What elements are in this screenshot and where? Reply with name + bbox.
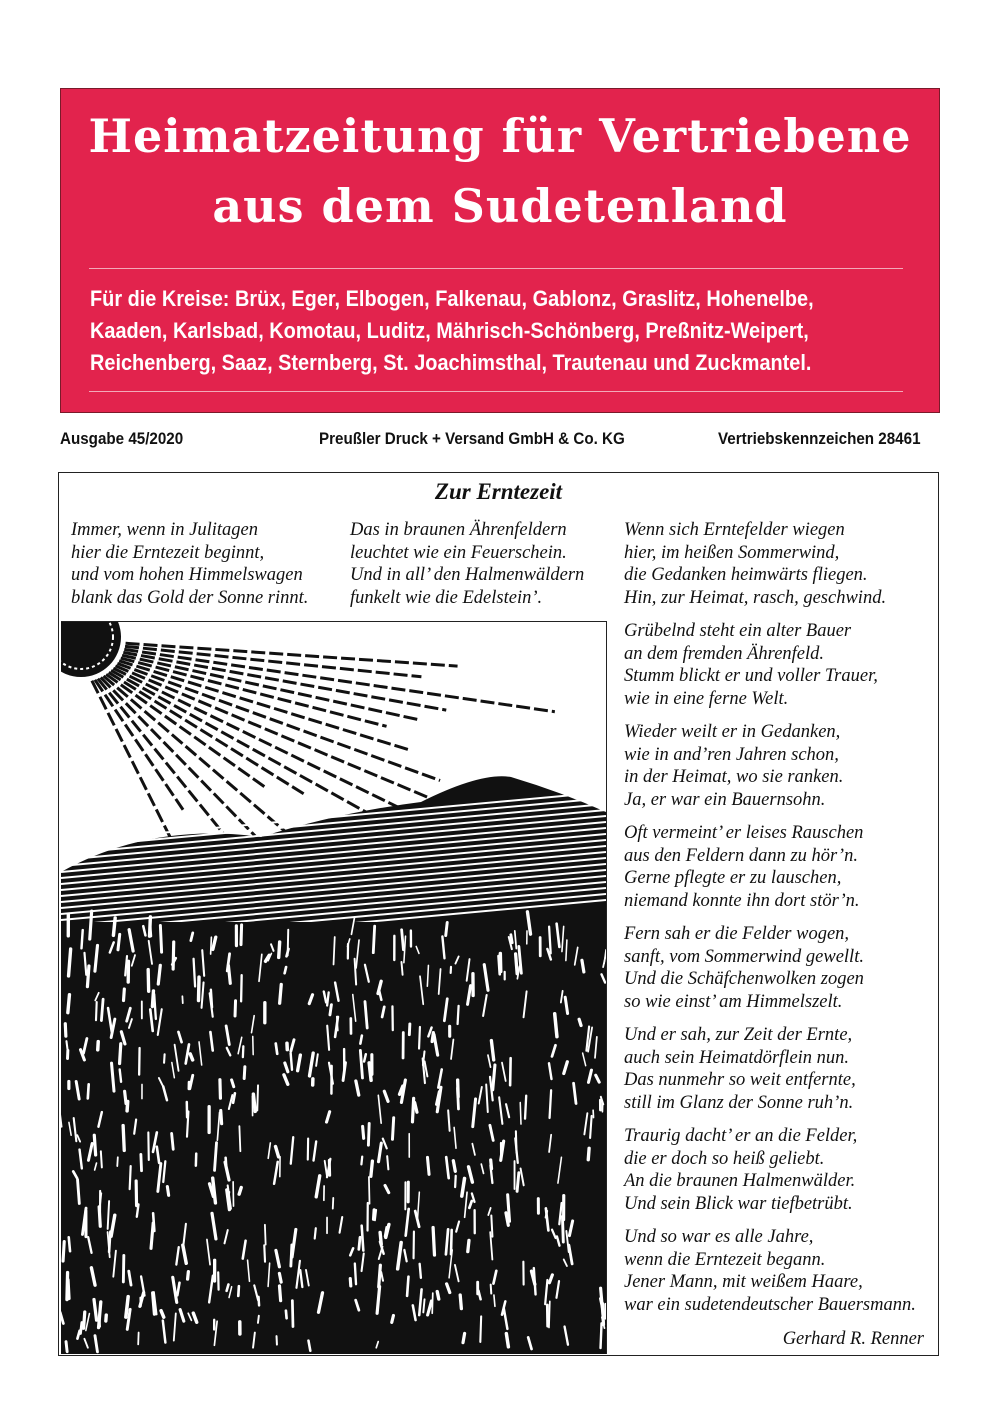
field-stroke (437, 1292, 439, 1300)
field-stroke (101, 999, 103, 1020)
field-stroke (525, 1096, 526, 1119)
field-stroke (124, 989, 125, 1001)
field-stroke (158, 965, 160, 984)
field-stroke (491, 1160, 492, 1169)
field-stroke (401, 962, 402, 975)
poem-line: still im Glanz der Sonne ruh’n. (624, 1092, 854, 1113)
poem-line: Das in braunen Ährenfeldern (350, 520, 567, 540)
poem-line: sanft, vom Sommerwind gewellt. (624, 946, 864, 967)
field-stroke (555, 1014, 557, 1037)
poem-line: und vom hohen Himmelswagen (71, 565, 303, 586)
field-stroke (286, 1311, 287, 1319)
field-stroke (511, 935, 512, 943)
field-stroke (167, 1187, 168, 1196)
field-stroke (415, 1103, 417, 1113)
poem-line: Oft vermeint’ er leises Rauschen (624, 823, 864, 843)
masthead-title-line-2: aus dem Sudetenland (212, 179, 788, 233)
field-stroke (315, 1228, 316, 1238)
field-stroke (120, 1044, 121, 1064)
poem-line: hier, im heißen Sommerwind, (624, 542, 840, 563)
field-stroke (392, 1315, 394, 1322)
poem-line: Und er sah, zur Zeit der Ernte, (624, 1025, 853, 1045)
poem-line: war ein sudetendeutscher Bauersmann. (624, 1294, 916, 1315)
field-stroke (244, 1067, 245, 1079)
field-stroke (239, 1188, 241, 1195)
poem-line: leuchtet wie ein Feuerschein. (350, 542, 567, 563)
poem-line: so wie einst’ am Himmelszelt. (624, 991, 843, 1012)
field-stroke (94, 1135, 95, 1155)
field-stroke (68, 995, 70, 1013)
field-stroke (499, 956, 500, 974)
field-stroke (190, 1054, 192, 1060)
poem-stanza (624, 721, 843, 811)
field-stroke (253, 1094, 255, 1111)
field-stroke (337, 1017, 338, 1031)
field-stroke (288, 930, 289, 956)
poem-title: Zur Erntezeit (434, 479, 563, 504)
field-stroke (453, 1161, 455, 1172)
field-stroke (227, 1284, 229, 1290)
poem-line: Fern sah er die Felder wogen, (624, 924, 850, 944)
poem-stanza (624, 1226, 916, 1316)
field-stroke (84, 1312, 85, 1328)
field-stroke (360, 1036, 362, 1044)
kreise-line: Für die Kreise: Brüx, Eger, Elbogen, Falkenau, Gablonz, Graslitz, Hohenelbe, (90, 286, 814, 311)
field-stroke (66, 1041, 67, 1049)
field-stroke (258, 1316, 259, 1323)
field-stroke (364, 1054, 366, 1061)
field-stroke (220, 1080, 221, 1098)
field-stroke (188, 1272, 189, 1279)
field-stroke (80, 1323, 81, 1334)
poem-line: Wenn sich Erntefelder wiegen (624, 520, 845, 540)
field-stroke (69, 1237, 70, 1251)
poem-line: Ja, er war ein Bauernsohn. (624, 789, 826, 810)
field-stroke (359, 1237, 360, 1249)
poem-stanza (624, 923, 864, 1013)
field-stroke (130, 1166, 131, 1189)
field-stroke (308, 1341, 310, 1351)
field-stroke (291, 1245, 292, 1266)
poem-line: niemand konnte ihn dort stör’n. (624, 890, 860, 911)
field-stroke (588, 1148, 589, 1159)
field-stroke (279, 1273, 281, 1282)
field-stroke (363, 1126, 364, 1138)
poem-line: an dem fremden Ährenfeld. (624, 643, 825, 664)
poem-line: Und sein Blick war tiefbetrübt. (624, 1193, 853, 1214)
poem-line: Und so war es alle Jahre, (624, 1227, 814, 1247)
field-stroke (120, 1069, 121, 1081)
field-stroke (137, 1204, 139, 1216)
field-stroke (516, 954, 518, 974)
poem-line: funkelt wie die Edelstein’. (350, 587, 543, 608)
field-stroke (66, 1342, 67, 1352)
field-stroke (99, 1302, 101, 1328)
field-stroke (566, 940, 567, 961)
field-stroke (374, 1210, 375, 1219)
field-stroke (371, 1161, 373, 1176)
field-stroke (419, 1027, 420, 1049)
field-stroke (432, 1293, 433, 1313)
field-stroke (264, 1245, 265, 1261)
field-stroke (362, 1226, 364, 1251)
field-stroke (285, 967, 286, 973)
field-stroke (506, 1334, 508, 1347)
field-stroke (458, 1006, 459, 1024)
poem-line: Wieder weilt er in Gedanken, (624, 722, 841, 742)
field-stroke (455, 1176, 456, 1187)
woodcut-illustration (61, 621, 607, 1354)
poem-line: in der Heimat, wo sie ranken. (624, 767, 844, 788)
field-stroke (228, 965, 230, 983)
field-stroke (432, 1033, 433, 1042)
field-stroke (460, 1295, 461, 1309)
field-stroke (446, 922, 447, 935)
field-stroke (375, 1210, 376, 1221)
field-stroke (194, 959, 196, 987)
field-stroke (463, 1333, 465, 1342)
field-stroke (423, 1299, 424, 1312)
field-stroke (65, 1024, 66, 1036)
poem-stanza (624, 822, 863, 912)
field-stroke (241, 925, 242, 945)
field-stroke (292, 1301, 293, 1327)
poem-author: Gerhard R. Renner (782, 1329, 924, 1349)
field-stroke (279, 1286, 280, 1301)
poem-box (58, 472, 939, 1356)
poem-line: Gerne pflegte er zu lauschen, (624, 868, 842, 889)
field-stroke (291, 1053, 292, 1070)
poem-line: die er doch so heiß geliebt. (624, 1148, 825, 1169)
field-stroke (510, 1058, 511, 1085)
field-stroke (141, 1154, 142, 1170)
field-stroke (257, 1085, 258, 1110)
field-stroke (361, 1157, 362, 1165)
poem-line: aus den Feldern dann zu hör’n. (624, 845, 858, 866)
field-stroke (160, 925, 161, 952)
field-stroke (549, 1301, 550, 1327)
field-stroke (491, 1215, 492, 1236)
field-stroke (409, 1024, 410, 1035)
field-stroke (579, 1019, 581, 1025)
field-stroke (276, 1044, 277, 1054)
field-stroke (125, 1091, 126, 1103)
field-stroke (520, 1103, 521, 1124)
poem-line: Immer, wenn in Julitagen (71, 520, 259, 540)
field-stroke (355, 1264, 356, 1285)
poem-line: Grübelnd steht ein alter Bauer (624, 621, 852, 641)
field-stroke (508, 1195, 510, 1222)
field-stroke (494, 1295, 495, 1306)
field-stroke (153, 1213, 154, 1231)
field-stroke (238, 1286, 239, 1296)
poem-line: Und in all’ den Halmenwäldern (350, 565, 585, 586)
field-stroke (63, 1242, 64, 1261)
field-stroke (280, 984, 282, 1003)
field-stroke (172, 1133, 174, 1149)
field-stroke (87, 966, 89, 987)
divider (89, 268, 903, 269)
field-stroke (517, 1173, 519, 1192)
field-stroke (101, 1151, 102, 1167)
field-stroke (232, 1080, 234, 1087)
field-stroke (549, 927, 551, 954)
poem-line: wenn die Erntezeit begann. (624, 1249, 826, 1270)
field-stroke (468, 1240, 469, 1251)
poem-line: wie in and’ren Jahren schon, (624, 744, 839, 765)
poem-stanza (624, 519, 886, 609)
field-stroke (407, 1277, 408, 1296)
masthead (60, 88, 940, 413)
field-stroke (480, 1316, 481, 1342)
field-stroke (164, 1054, 165, 1063)
field-stroke (427, 965, 428, 986)
field-stroke (96, 1002, 97, 1020)
field-stroke (211, 990, 212, 1008)
poem-line: Das nunmehr so weit entfernte, (624, 1070, 856, 1091)
field-stroke (550, 1090, 552, 1118)
field-stroke (279, 942, 280, 957)
field-stroke (117, 1157, 118, 1166)
field-stroke (369, 1063, 371, 1080)
poem-line: Traurig dacht’ er an die Felder, (624, 1126, 858, 1146)
field-stroke (69, 949, 71, 976)
field-stroke (379, 1265, 381, 1287)
field-stroke (427, 1157, 429, 1174)
poem-stanza (624, 1125, 857, 1215)
field-stroke (78, 1180, 80, 1204)
field-stroke (82, 930, 83, 948)
field-stroke (327, 992, 329, 1005)
field-stroke (373, 926, 374, 952)
divider (89, 391, 903, 392)
field-stroke (198, 977, 199, 1000)
field-stroke (491, 1041, 493, 1060)
field-stroke (191, 933, 193, 941)
field-stroke (582, 960, 584, 972)
distribution-code: Vertriebskennzeichen 28461 (718, 430, 921, 448)
field-stroke (387, 1156, 388, 1169)
poem-stanza (350, 519, 584, 609)
poem-line: An die braunen Halmenwälder. (624, 1171, 856, 1192)
field-stroke (265, 1225, 266, 1245)
field-stroke (420, 1264, 421, 1278)
publisher: Preußler Druck + Versand GmbH & Co. KG (319, 430, 625, 448)
kreise-list (90, 283, 904, 379)
poem-line: Hin, zur Heimat, rasch, geschwind. (624, 587, 887, 608)
field-stroke (330, 1005, 331, 1015)
kreise-line: Kaaden, Karlsbad, Komotau, Luditz, Mährisch-Schönberg, Preßnitz-Weipert, (90, 318, 809, 343)
poem-line: hier die Erntezeit beginnt, (71, 542, 265, 563)
field-stroke (113, 918, 115, 935)
field-stroke (334, 937, 335, 965)
field-stroke (433, 1228, 434, 1255)
field-stroke (241, 975, 242, 1001)
field-stroke (211, 937, 212, 954)
field-stroke (152, 991, 153, 1007)
poem-line: Stumm blickt er und voller Trauer, (624, 666, 878, 687)
field-stroke (516, 1131, 517, 1152)
field-stroke (380, 1232, 381, 1244)
poem-line: die Gedanken heimwärts fliegen. (624, 565, 868, 586)
poem-stanza (71, 519, 308, 609)
field-stroke (458, 1088, 459, 1109)
field-stroke (392, 1118, 393, 1140)
field-stroke (90, 911, 92, 939)
poem-line: Jener Mann, mit weißem Haare, (624, 1272, 863, 1293)
field-stroke (150, 924, 151, 936)
field-stroke (221, 1111, 222, 1124)
field-stroke (493, 1065, 495, 1090)
poem-stanza (624, 620, 878, 710)
field-stroke (123, 1125, 124, 1150)
poem-line: blank das Gold der Sonne rinnt. (71, 587, 309, 608)
poem-line: wie in eine ferne Welt. (624, 688, 789, 709)
field-stroke (491, 1285, 492, 1294)
field-stroke (402, 930, 404, 950)
poem-line: Und die Schäfchenwolken zogen (624, 969, 864, 990)
harvest-woodcut-image (61, 622, 606, 1354)
field-stroke (68, 1280, 69, 1299)
field-stroke (369, 1177, 370, 1204)
field-stroke (215, 1143, 217, 1171)
field-stroke (368, 1123, 369, 1145)
field-stroke (118, 934, 120, 949)
field-stroke (88, 1084, 89, 1098)
poem-stanza (624, 1024, 856, 1114)
field-stroke (126, 1297, 128, 1318)
field-stroke (350, 1279, 351, 1286)
field-stroke (601, 1323, 602, 1348)
field-stroke (173, 942, 174, 969)
poem-line: auch sein Heimatdörflein nun. (624, 1047, 850, 1068)
masthead-title-line-1: Heimatzeitung für Vertriebene (88, 109, 912, 163)
field-stroke (333, 1198, 334, 1209)
issue-number: Ausgabe 45/2020 (60, 430, 184, 448)
field-stroke (239, 1126, 240, 1151)
kreise-line: Reichenberg, Saaz, Sternberg, St. Joachimsthal, Trautenau und Zuckmantel. (90, 350, 812, 375)
